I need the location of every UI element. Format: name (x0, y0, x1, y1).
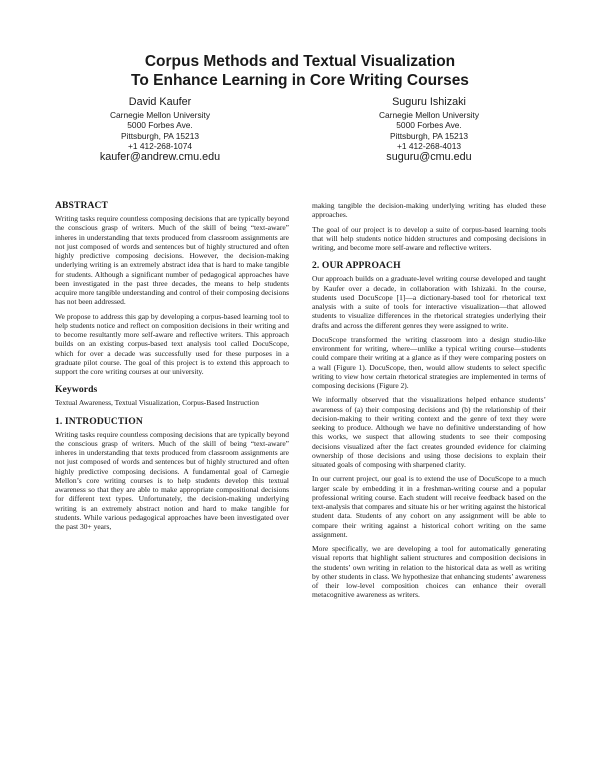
keywords-text: Textual Awareness, Textual Visualization, Corpus-Based Instruction (55, 398, 259, 408)
author-address: 5000 Forbes Ave. (396, 120, 462, 131)
abstract-paragraph-2: We propose to address this gap by developing a corpus-based learning tool to help students notice and reflect on composition decisions in their writing and to become resultantly more self-aware and reflective writers. This approach builds on an existing corpus-based text analysis tool called DocuScope, which for over a decade was successfully used for these purposes in a graduate pilot course. The goal of this project is to extend this approach to support the core writing courses at our university. (55, 311, 289, 376)
author-email: kaufer@andrew.cmu.edu (99, 151, 221, 164)
title-line-1: Corpus Methods and Textual Visualization (144, 53, 456, 70)
author-city: Pittsburgh, PA 15213 (120, 130, 200, 141)
introduction-continued: making tangible the decision-making underlying writing has eluded these approaches. (312, 201, 546, 220)
keywords-heading: Keywords (55, 384, 98, 396)
approach-paragraph-4: In our current project, our goal is to extend the use of DocuScope to a much larger scale by embedding it in a freshman-writing course and a popular professional writing course. Each student will receive feedback based on the text-analysis that compares and situate his or her writing against the historical student data. Students of any cohort on any assignment will be able to compare their writing against a historical cohort writing on the same assignment. (312, 474, 546, 539)
right-column (312, 201, 546, 605)
approach-paragraph-3: We informally observed that the visualizations helped enhance students’ awareness of (a) their composing decisions and (b) the relationship of their decision-making to their writing context and the genre of text they were seeking to produce. Although we have no definitive understanding of how this works, we suspect that allowing students to see their composing decisions visualized after the fact creates grounded evidence for claiming ownership of those decisions and using those decisions to explain their situated goals of composing with sharpened clarity. (312, 395, 546, 469)
approach-paragraph-5: More specifically, we are developing a tool for automatically generating visual reports that highlight salient structures and composition decisions in the students’ own writing in relation to the historical data as well as writing by other students in class. We hypothesize that enhancing students’ awareness of their low-level composition choices can enhance their overall metacognitive awareness as writers. (312, 544, 546, 600)
author-name: Suguru Ishizaki (392, 96, 466, 108)
author-phone: +1 412-268-4013 (396, 140, 462, 151)
paper-title (0, 52, 600, 90)
author-affiliation: Carnegie Mellon University (378, 110, 480, 120)
author-email: suguru@cmu.edu (386, 151, 472, 164)
approach-paragraph-1: Our approach builds on a graduate-level writing course developed and taught by Kaufer over a decade, in collaboration with Ishizaki. In the course, students used DocuScope [1]—a dictionary-based tool for rhetorical text analysis with a suite of tools for interactive visualization—that allowed students to visualize differences in the rhetorical strategies underlying their drafts and across the different genres they were assigned to write. (312, 274, 546, 330)
author-address: 5000 Forbes Ave. (127, 120, 193, 131)
abstract-heading: ABSTRACT (55, 200, 109, 211)
introduction-heading: 1. INTRODUCTION (55, 415, 143, 427)
introduction-goal-paragraph: The goal of our project is to develop a suite of corpus-based learning tools that will help students notice hidden structures and composing decisions in writing, and become more self-aware and reflective writers. (312, 224, 546, 252)
abstract-paragraph-1: Writing tasks require countless composing decisions that are typically beyond the conscious grasp of writers. Much of the skill of being “text-aware” inheres in understanding that texts produced from classroom assignments are not just composed of words and sentences but of highly structured and often highly predictive composing decisions. However, the decision-making underlying writing is an extremely abstract idea that is hard to make tangible for students. Although a significant number of pedagogical approaches have been investigated in the past three decades, the means to help students acquire more tangible understanding and control of their composing decisions has not been addressed. (55, 214, 289, 307)
author-city: Pittsburgh, PA 15213 (389, 130, 469, 141)
author-phone: +1 412-268-1074 (127, 140, 193, 151)
title-line-2: To Enhance Learning in Core Writing Courses (131, 72, 469, 89)
author-affiliation: Carnegie Mellon University (109, 110, 211, 120)
introduction-paragraph-1: Writing tasks require countless composing decisions that are typically beyond the conscious grasp of writers. Much of the skill of being “text-aware” inheres in understanding that texts produced from classroom assignments are not just composed of words and sentences but of highly structured and often highly predictive composing decisions. A fundamental goal of Carnegie Mellon’s core writing courses is to help students develop this textual awareness so that they are able to make appropriate compositional decisions for different text types. Unfortunately, the decision-making underlying writing is an extremely abstract notion and hard to make tangible for students. While various pedagogical approaches have been investigated over the past 30+ years, (55, 429, 289, 531)
author-block-2 (329, 96, 529, 164)
author-block-1 (60, 96, 260, 164)
approach-paragraph-2: DocuScope transformed the writing classroom into a design studio-like environment for writing, where—unlike a typical writing course—students could compare their writing at a glance as if they were comparing posters on a wall (Figure 1). DocuScope, then, would allow students to select specific writing to view how certain rhetorical strategies are implemented in terms of composing decisions (Figure 2). (312, 334, 546, 390)
left-column (55, 200, 289, 536)
author-name: David Kaufer (128, 96, 192, 108)
approach-heading: 2. OUR APPROACH (312, 260, 401, 272)
